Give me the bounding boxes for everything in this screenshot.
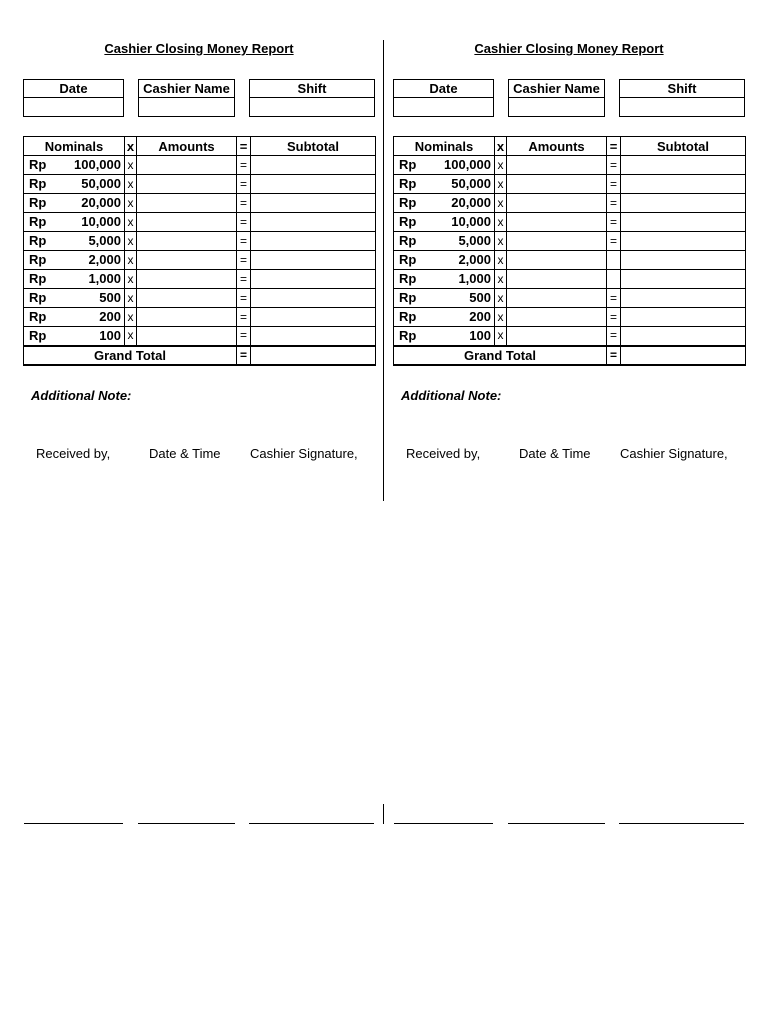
nominal-cell [24,175,125,194]
date-time-label: Date & Time [519,446,591,461]
amount-cell[interactable] [137,327,237,346]
equals-sign [607,270,621,289]
currency-label: Rp [29,214,47,229]
multiply-sign: x [495,270,507,289]
date-time-line[interactable] [508,823,605,824]
nominal-cell [24,251,125,270]
col-amounts: Amounts [507,137,607,156]
currency-label: Rp [29,176,47,191]
grand-total-label: Grand Total [24,346,237,365]
multiply-sign: x [125,156,137,175]
col-eq: = [607,137,621,156]
subtotal-cell[interactable] [621,327,746,346]
subtotal-cell[interactable] [251,327,376,346]
nominal-value: 200 [469,309,491,324]
multiply-sign: x [495,156,507,175]
received-by-line[interactable] [394,823,493,824]
cashier-signature-line[interactable] [619,823,744,824]
currency-label: Rp [399,271,417,286]
equals-sign: = [237,289,251,308]
multiply-sign: x [125,194,137,213]
report-form-left [23,0,375,1024]
nominal-cell [24,308,125,327]
col-x: x [125,137,137,156]
amount-cell[interactable] [507,232,607,251]
amount-cell[interactable] [507,327,607,346]
subtotal-cell[interactable] [251,232,376,251]
date-label: Date [394,80,493,98]
equals-sign: = [237,194,251,213]
amount-cell[interactable] [507,270,607,289]
currency-label: Rp [399,252,417,267]
amount-cell[interactable] [137,213,237,232]
amount-cell[interactable] [507,175,607,194]
report-form-right [393,0,745,1024]
currency-label: Rp [399,328,417,343]
col-nominals: Nominals [394,137,495,156]
cashier-signature-label: Cashier Signature, [250,446,358,461]
equals-sign: = [237,327,251,346]
subtotal-cell[interactable] [621,251,746,270]
nominal-value: 100,000 [74,157,121,172]
table-row [24,232,376,251]
table-row [394,270,746,289]
report-title: Cashier Closing Money Report [474,41,664,56]
table-row [394,289,746,308]
currency-label: Rp [29,290,47,305]
multiply-sign: x [125,175,137,194]
table-row [394,232,746,251]
subtotal-cell[interactable] [621,156,746,175]
multiply-sign: x [495,175,507,194]
amount-cell[interactable] [507,308,607,327]
amount-cell[interactable] [137,232,237,251]
amount-cell[interactable] [137,251,237,270]
amount-cell[interactable] [137,156,237,175]
table-row [24,156,376,175]
col-subtotal: Subtotal [621,137,746,156]
table-row [394,175,746,194]
col-nominals: Nominals [24,137,125,156]
currency-label: Rp [29,195,47,210]
nominal-value: 500 [99,290,121,305]
equals-sign [607,251,621,270]
nominal-cell [24,289,125,308]
nominal-value: 1,000 [88,271,121,286]
nominal-cell [394,327,495,346]
equals-sign: = [237,232,251,251]
table-row [24,270,376,289]
equals-sign: = [237,308,251,327]
received-by-label: Received by, [36,446,111,461]
subtotal-cell[interactable] [621,289,746,308]
nominal-value: 100,000 [444,157,491,172]
multiply-sign: x [495,194,507,213]
grand-total-label: Grand Total [394,346,607,365]
amount-cell[interactable] [507,213,607,232]
grand-total-eq: = [607,346,621,365]
table-row [24,251,376,270]
currency-label: Rp [399,309,417,324]
currency-label: Rp [29,328,47,343]
denomination-table [393,136,746,366]
nominal-value: 50,000 [451,176,491,191]
table-header-row [24,137,376,156]
multiply-sign: x [125,289,137,308]
multiply-sign: x [125,213,137,232]
nominal-cell [24,213,125,232]
table-row [24,308,376,327]
subtotal-cell[interactable] [251,213,376,232]
subtotal-cell[interactable] [621,270,746,289]
nominal-value: 20,000 [451,195,491,210]
currency-label: Rp [29,233,47,248]
multiply-sign: x [495,251,507,270]
date-box [393,79,494,117]
shift-box [619,79,745,117]
table-row [24,327,376,346]
report-title: Cashier Closing Money Report [104,41,294,56]
subtotal-cell[interactable] [621,232,746,251]
nominal-cell [24,156,125,175]
nominal-cell [394,289,495,308]
shift-label: Shift [250,80,374,98]
shift-label: Shift [620,80,744,98]
nominal-cell [394,232,495,251]
equals-sign: = [607,289,621,308]
equals-sign: = [607,156,621,175]
subtotal-cell[interactable] [251,175,376,194]
nominal-value: 10,000 [81,214,121,229]
nominal-cell [24,194,125,213]
nominal-value: 10,000 [451,214,491,229]
received-by-label: Received by, [406,446,481,461]
nominal-value: 1,000 [458,271,491,286]
currency-label: Rp [29,309,47,324]
multiply-sign: x [125,308,137,327]
currency-label: Rp [399,233,417,248]
date-box [23,79,124,117]
nominal-cell [394,213,495,232]
equals-sign: = [237,213,251,232]
nominal-cell [24,270,125,289]
cashier-signature-label: Cashier Signature, [620,446,728,461]
nominal-value: 2,000 [458,252,491,267]
table-row [24,213,376,232]
subtotal-cell[interactable] [251,308,376,327]
amount-cell[interactable] [137,308,237,327]
currency-label: Rp [29,252,47,267]
date-time-line[interactable] [138,823,235,824]
table-row [394,327,746,346]
currency-label: Rp [399,157,417,172]
received-by-line[interactable] [24,823,123,824]
table-row [394,194,746,213]
center-divider [383,40,384,501]
nominal-value: 200 [99,309,121,324]
amount-cell[interactable] [137,175,237,194]
table-row [394,251,746,270]
equals-sign: = [607,327,621,346]
subtotal-cell[interactable] [621,213,746,232]
nominal-value: 500 [469,290,491,305]
subtotal-cell[interactable] [251,289,376,308]
currency-label: Rp [29,157,47,172]
currency-label: Rp [29,271,47,286]
date-time-label: Date & Time [149,446,221,461]
equals-sign: = [237,251,251,270]
table-row [24,289,376,308]
subtotal-cell[interactable] [251,251,376,270]
cashier-name-box [138,79,235,117]
amount-cell[interactable] [137,194,237,213]
nominal-cell [24,327,125,346]
table-row [394,156,746,175]
additional-note-label: Additional Note: [401,388,502,403]
subtotal-cell[interactable] [251,156,376,175]
currency-label: Rp [399,290,417,305]
multiply-sign: x [125,270,137,289]
amount-cell[interactable] [507,156,607,175]
currency-label: Rp [399,214,417,229]
col-amounts: Amounts [137,137,237,156]
nominal-cell [394,156,495,175]
multiply-sign: x [495,213,507,232]
subtotal-cell[interactable] [621,194,746,213]
table-header-row [394,137,746,156]
amount-cell[interactable] [137,270,237,289]
subtotal-cell[interactable] [621,175,746,194]
nominal-cell [394,308,495,327]
col-x: x [495,137,507,156]
grand-total-row [394,346,746,365]
shift-box [249,79,375,117]
equals-sign: = [607,194,621,213]
multiply-sign: x [125,327,137,346]
cashier-name-box [508,79,605,117]
multiply-sign: x [495,327,507,346]
nominal-value: 5,000 [458,233,491,248]
multiply-sign: x [495,232,507,251]
cashier-name-label: Cashier Name [509,80,604,98]
grand-total-value[interactable] [621,346,746,365]
nominal-cell [394,175,495,194]
cashier-name-label: Cashier Name [139,80,234,98]
equals-sign: = [237,270,251,289]
currency-label: Rp [399,195,417,210]
grand-total-value[interactable] [251,346,376,365]
subtotal-cell[interactable] [251,270,376,289]
nominal-cell [24,232,125,251]
nominal-value: 5,000 [88,233,121,248]
additional-note-label: Additional Note: [31,388,132,403]
amount-cell[interactable] [507,194,607,213]
multiply-sign: x [495,289,507,308]
equals-sign: = [237,175,251,194]
equals-sign: = [607,232,621,251]
subtotal-cell[interactable] [251,194,376,213]
nominal-value: 100 [99,328,121,343]
amount-cell[interactable] [507,289,607,308]
nominal-value: 2,000 [88,252,121,267]
equals-sign: = [607,175,621,194]
amount-cell[interactable] [137,289,237,308]
amount-cell[interactable] [507,251,607,270]
col-subtotal: Subtotal [251,137,376,156]
currency-label: Rp [399,176,417,191]
subtotal-cell[interactable] [621,308,746,327]
table-row [394,308,746,327]
grand-total-eq: = [237,346,251,365]
equals-sign: = [607,213,621,232]
table-row [394,213,746,232]
equals-sign: = [607,308,621,327]
table-row [24,175,376,194]
nominal-cell [394,194,495,213]
table-row [24,194,376,213]
equals-sign: = [237,156,251,175]
date-label: Date [24,80,123,98]
center-divider-bottom [383,804,384,824]
nominal-value: 50,000 [81,176,121,191]
cashier-signature-line[interactable] [249,823,374,824]
nominal-value: 20,000 [81,195,121,210]
nominal-cell [394,270,495,289]
nominal-value: 100 [469,328,491,343]
multiply-sign: x [495,308,507,327]
col-eq: = [237,137,251,156]
nominal-cell [394,251,495,270]
grand-total-row [24,346,376,365]
multiply-sign: x [125,251,137,270]
multiply-sign: x [125,232,137,251]
denomination-table [23,136,376,366]
